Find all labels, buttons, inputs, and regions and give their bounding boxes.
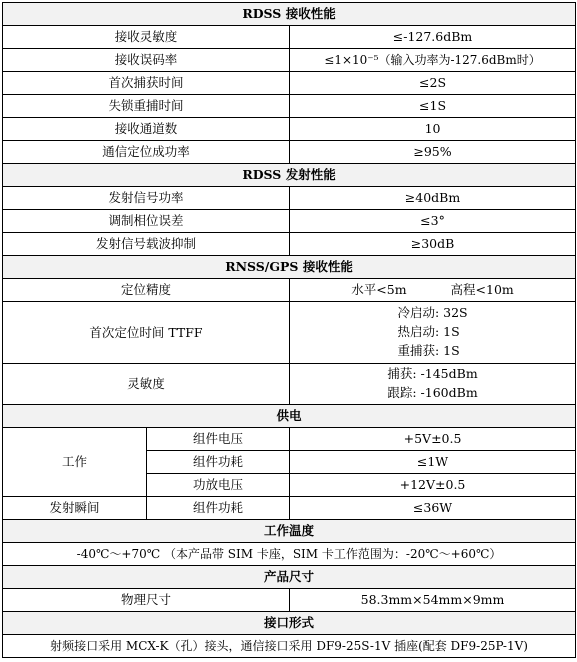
- size-value: 58.3mm×54mm×9mm: [290, 589, 576, 612]
- power-value: ≤36W: [290, 497, 576, 520]
- temperature-value: -40℃～+70℃ （本产品带 SIM 卡座，SIM 卡工作范围为：-20℃～+60℃）: [3, 543, 576, 566]
- power-value: +12V±0.5: [290, 474, 576, 497]
- row-label: 通信定位成功率: [3, 141, 290, 164]
- row-value: ≤1×10⁻⁵（输入功率为-127.6dBm时）: [290, 49, 576, 72]
- section-rdss-tx-title: RDSS 发射性能: [3, 164, 576, 187]
- interface-value: 射频接口采用 MCX-K（孔）接头，通信接口采用 DF9-25S-1V 插座(配套 DF9-25P-1V): [3, 635, 576, 658]
- row-label: 首次捕获时间: [3, 72, 290, 95]
- row-label: 接收误码率: [3, 49, 290, 72]
- row-value: ≤3°: [290, 210, 576, 233]
- power-param: 功放电压: [147, 474, 290, 497]
- row-value: ≥40dBm: [290, 187, 576, 210]
- power-param: 组件功耗: [147, 497, 290, 520]
- section-temperature-title: 工作温度: [3, 520, 576, 543]
- row-value: ≤-127.6dBm: [290, 26, 576, 49]
- accuracy-value: [290, 279, 576, 302]
- ttff-reacq: 重捕获: 1S: [397, 343, 460, 358]
- sensitivity-acq: 捕获: -145dBm: [387, 366, 478, 381]
- ttff-cold: 冷启动: 32S: [397, 305, 468, 320]
- sensitivity-value: [290, 364, 576, 405]
- row-value: 10: [290, 118, 576, 141]
- ttff-hot: 热启动: 1S: [397, 324, 460, 339]
- power-param: 组件功耗: [147, 451, 290, 474]
- power-param: 组件电压: [147, 428, 290, 451]
- row-label: 失锁重捕时间: [3, 95, 290, 118]
- power-value: +5V±0.5: [290, 428, 576, 451]
- row-label: 灵敏度: [3, 364, 290, 405]
- power-work-label: 工作: [3, 428, 147, 497]
- row-value: ≥95%: [290, 141, 576, 164]
- row-value: ≤2S: [290, 72, 576, 95]
- row-value: ≥30dB: [290, 233, 576, 256]
- row-label: 发射信号功率: [3, 187, 290, 210]
- section-interface-title: 接口形式: [3, 612, 576, 635]
- accuracy-altitude: 高程<10m: [450, 282, 514, 297]
- row-label: 接收通道数: [3, 118, 290, 141]
- spec-table: [2, 2, 576, 658]
- row-label: 调制相位误差: [3, 210, 290, 233]
- size-label: 物理尺寸: [3, 589, 290, 612]
- row-label: 发射信号载波抑制: [3, 233, 290, 256]
- row-label: 定位精度: [3, 279, 290, 302]
- row-value: ≤1S: [290, 95, 576, 118]
- power-tx-label: 发射瞬间: [3, 497, 147, 520]
- ttff-value: [290, 302, 576, 364]
- section-rdss-rx-title: RDSS 接收性能: [3, 3, 576, 26]
- section-rnss-rx-title: RNSS/GPS 接收性能: [3, 256, 576, 279]
- section-size-title: 产品尺寸: [3, 566, 576, 589]
- row-label: 接收灵敏度: [3, 26, 290, 49]
- row-label: 首次定位时间 TTFF: [3, 302, 290, 364]
- accuracy-horizontal: 水平<5m: [351, 282, 407, 297]
- sensitivity-track: 跟踪: -160dBm: [387, 385, 478, 400]
- power-value: ≤1W: [290, 451, 576, 474]
- section-power-title: 供电: [3, 405, 576, 428]
